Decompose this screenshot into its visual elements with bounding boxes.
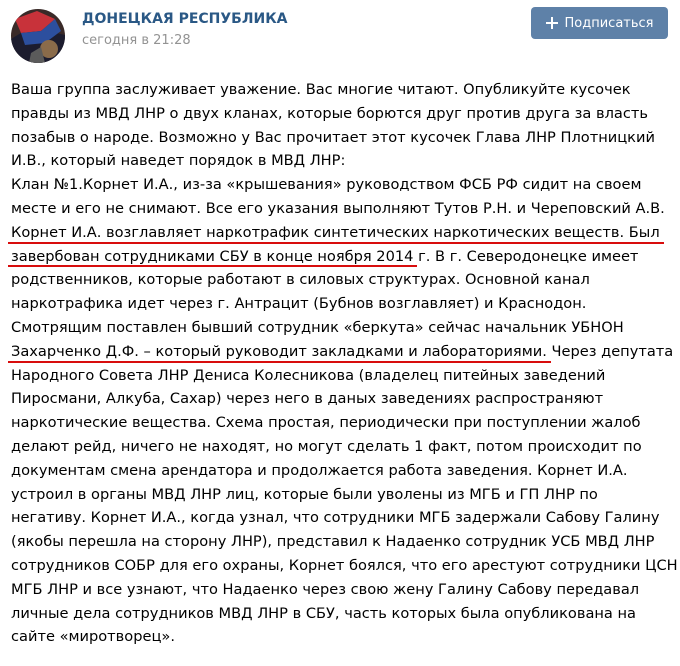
red-underlined-text: Захарченко Д.Ф. – который руководит закладками и лабораториями.	[11, 340, 547, 364]
post-line-text: (якобы перешла на сторону ЛНР), представил к Надаенко сотрудник УСБ МВД ЛНР	[11, 533, 655, 551]
post-line-text: сайте «миротворец».	[11, 628, 175, 646]
post-line	[11, 149, 676, 173]
post-line	[11, 578, 676, 602]
post-timestamp[interactable]: сегодня в 21:28	[82, 33, 191, 48]
post-line-text: наркотрафика идет через г. Антрацит (Бубнов возглавляет) и Краснодон.	[11, 295, 587, 313]
post-line	[11, 435, 676, 459]
post-line	[11, 126, 676, 150]
group-avatar-image	[11, 9, 65, 63]
post-header	[0, 0, 680, 62]
group-name-link[interactable]: ДОНЕЦКАЯ РЕСПУБЛИКА	[82, 11, 288, 27]
post-line	[11, 268, 676, 292]
post-line-text: г. В г. Северодонецке имеет	[413, 247, 639, 265]
post-line-text: МГБ ЛНР и все узнают, что Надаенко через свою жену Галину Сабову передавал	[11, 580, 640, 598]
red-underlined-text: завербован сотрудниками СБУ в конце ноября 2014	[11, 245, 413, 269]
post-line-text: делают рейд, ничего не находят, но могут сделать 1 факт, потом происходит по	[11, 437, 642, 455]
post-line-text: родственников, которые работают в силовых структурах. Основной канал	[11, 271, 590, 289]
plus-icon	[546, 17, 558, 29]
post-line	[11, 625, 676, 649]
post-line-text: И.В., который наведет порядок в МВД ЛНР:	[11, 152, 346, 170]
post-line-highlighted	[11, 340, 676, 364]
post-line	[11, 483, 676, 507]
post-line-text: устроил в органы МВД ЛНР лиц, которые были уволены из МГБ и ГП ЛНР по	[11, 485, 598, 503]
post-line	[11, 506, 676, 530]
post-line	[11, 411, 676, 435]
post-line-highlighted	[11, 245, 676, 269]
group-avatar[interactable]	[11, 9, 65, 63]
post-line-highlighted	[11, 221, 676, 245]
post-line-text: позабыв о народе. Возможно у Вас прочитает этот кусочек Глава ЛНР Плотницкий	[11, 128, 655, 146]
post-line-text: месте и его не снимают. Все его указания выполняют Тутов Р.Н. и Череповский А.В.	[11, 199, 665, 217]
post-line	[11, 102, 676, 126]
post-line-text: документам смена арендатора и продолжается работа заведения. Корнет И.А.	[11, 461, 628, 479]
post-line	[11, 78, 676, 102]
post-line	[11, 387, 676, 411]
post-line-text: Через депутата	[546, 342, 674, 360]
post-line-text: правды из МВД ЛНР о двух кланах, которые борются друг против друга за власть	[11, 104, 649, 122]
post-line	[11, 554, 676, 578]
post-line-text: наркотические вещества. Схема простая, периодически при поступлении жалоб	[11, 414, 641, 432]
post-line	[11, 364, 676, 388]
post-line-text: негативу. Корнет И.А., когда узнал, что сотрудники МГБ задержали Сабову Галину	[11, 509, 660, 527]
post-line-text: сотрудников СОБР для его охраны, Корнет боялся, что его арестуют сотрудники ЦСН	[11, 556, 678, 574]
post-line	[11, 292, 676, 316]
post-line	[11, 197, 676, 221]
post-text	[11, 78, 676, 649]
post-line	[11, 459, 676, 483]
red-underlined-text: Корнет И.А. возглавляет наркотрафик синтетических наркотических веществ. Был	[11, 221, 660, 245]
post-line	[11, 530, 676, 554]
post-line	[11, 316, 676, 340]
post-line-text: Народного Совета ЛНР Дениса Колесникова (владелец питейных заведений	[11, 366, 606, 384]
subscribe-button-label: Подписаться	[564, 15, 654, 31]
post-line-text: личные дела сотрудников МВД ЛНР в СБУ, часть которых была опубликована на	[11, 604, 637, 622]
post-line-text: Смотрящим поставлен бывший сотрудник «беркута» сейчас начальник УБНОН	[11, 318, 624, 336]
subscribe-button[interactable]	[531, 7, 668, 39]
post-line-text: Клан №1.Корнет И.А., из-за «крышевания» руководством ФСБ РФ сидит на своем	[11, 176, 642, 194]
post-line-text: Пиросмани, Алкуба, Сахар) через него в даных заведениях распространяют	[11, 390, 604, 408]
post-line	[11, 602, 676, 626]
post-line-text: Ваша группа заслуживает уважение. Вас многие читают. Опубликуйте кусочек	[11, 81, 631, 98]
post-line	[11, 173, 676, 197]
